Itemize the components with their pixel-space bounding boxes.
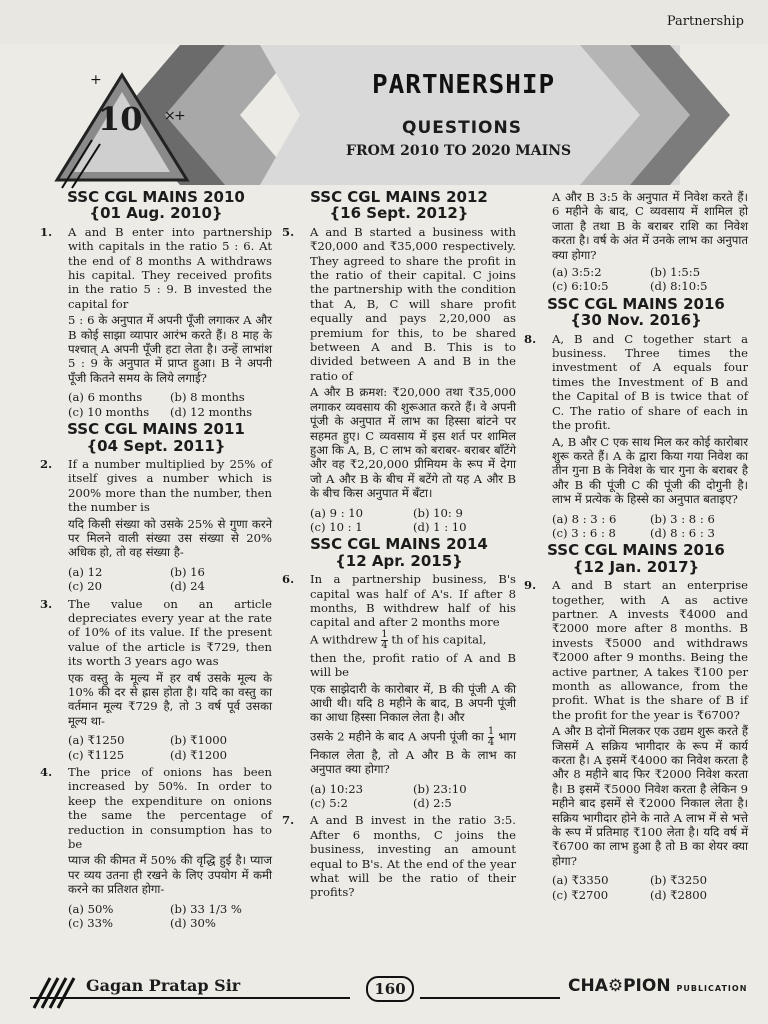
svg-text:×: ×: [164, 108, 176, 124]
question-text-fraction-line: A withdrew $\frac{1}{4}$ th of his capital,: [310, 628, 487, 651]
question-1: 1. A and B enter into partnership with capitals in the ratio 5 : 6. At the end of 8 months A withdraws his capital. They received profits in the ratio 5 : 9. B invested the capital for 5 : 6 के अनुपात में अपनी पूँजी लगाकर A और B कोई साझा व्यापार आरंभ करते हैं। 8 माह के पश्चात् A अपनी पूँजी हटा लेता है। उन्हें लाभांश 5 : 9 के अनुपात में प्राप्त हुआ। B ने अपनी पूँजी कितने समय के लिये लगाई?: [40, 224, 272, 385]
option: (b) ₹3250: [650, 873, 708, 888]
fraction: $\frac{1}{4}$: [381, 628, 388, 651]
question-text-hindi: उसके 2 महीने के बाद A अपनी पूंजी का $\frac{1}{4}$ भाग निकाल लेता है, तो A और B के लाभ का अनुपात क्या होगा?: [310, 725, 517, 777]
exam-heading: SSC CGL MAINS 2012: [310, 188, 488, 206]
question-9: 9. A and B start an enterprise together, with A as active partner. A invests ₹4000 and ₹2000 more after 8 months. B invests ₹5000 and withdraws ₹2000 after 9 months. Being the active partner, A takes ₹100 per month as allowance, from the profit. What is the share of B if the profit for the year is ₹6700? A और B दोनों मिलकर एक उद्यम शुरू करते हैं जिसमें A सक्रिय भागीदार के रूप में कार्य करता है। A इसमें ₹4000 का निवेश करता है और 8 महीने बाद फिर ₹2000 निवेश करता है। B इसमें ₹5000 निवेश करता है लेकिन 9 महीने बाद इसमें से ₹2000 निकाल लेता है। सक्रिय भागीदार होने के नाते A लाभ में से भत्ते के रूप में प्रतिमाह ₹100 लेता है। यदि वर्ष में ₹6700 का लाभ हुआ है तो B का शेयर क्या होगा?: [524, 578, 748, 868]
question-2: 2. If a number multiplied by 25% of itself gives a number which is 200% more than the number, then the number is यदि किसी संख्या को उसके 25% से गुणा करने पर मिलने वाली संख्या उस संख्या से 20% अधिक हो, तो वह संख्या है-: [40, 456, 272, 560]
question-text-hindi: एक साझेदारी के कारोबार में, B की पूंजी A की आधी थी। यदि 8 महीने के बाद, B अपनी पूंजी का आधा हिस्सा निकाल लेता है। और: [310, 681, 516, 725]
option: (c) 3 : 6 : 8: [552, 525, 616, 540]
option: (b) 10: 9: [413, 505, 463, 520]
option: (b) 1:5:5: [650, 265, 701, 280]
question-text-hindi: A, B और C एक साथ मिल कर कोई कारोबार शुरू करते हैं। A के द्वारा किया गया निवेश का तीन गुना B के निवेश के चार गुना के बराबर है और B की पूंजी C की पूंजी की दोगुनी है। लाभ में प्रत्येक के हिस्से का अनुपात बताइए?: [552, 434, 748, 507]
exam-heading: SSC CGL MAINS 2016: [547, 541, 725, 560]
question-text: A and B enter into partnership with capitals in the ratio 5 : 6. At the end of 8 months A withdraws his capital. They received profits in the ratio 5 : 9. B invested the capital for: [68, 224, 272, 311]
option: (d) ₹1200: [170, 747, 228, 762]
option: (d) 2:5: [413, 796, 452, 811]
fraction: $\frac{1}{4}$: [487, 725, 495, 748]
column-middle: [282, 190, 516, 900]
exam-heading: SSC CGL MAINS 2010: [67, 188, 245, 206]
chapter-number: 10: [98, 100, 143, 138]
option: (a) 50%: [68, 901, 114, 916]
subtitle-questions: QUESTIONS: [402, 118, 522, 138]
question-text: A and B invest in the ratio 3:5. After 6 months, C joins the business, investing an amount equal to B's. At the end of the year what will be the ratio of their profits?: [310, 813, 516, 900]
options: [68, 902, 272, 931]
question-8: 8. A, B and C together start a business. Three times the investment of A equals four times the Investment of B and the Capital of B is twice that of C. The ratio of share of each in the profit. A, B और C एक साथ मिल कर कोई कारोबार शुरू करते हैं। A के द्वारा किया गया निवेश का तीन गुना B के निवेश के चार गुना के बराबर है और B की पूंजी C की पूंजी की दोगुनी है। लाभ में प्रत्येक के हिस्से का अनुपात बताइए?: [524, 331, 748, 507]
option: (c) ₹2700: [552, 887, 609, 902]
question-text-hindi: A और B दोनों मिलकर एक उद्यम शुरू करते हैं जिसमें A सक्रिय भागीदार के रूप में कार्य करता है। A इसमें ₹4000 का निवेश करता है और 8 महीने बाद फिर ₹2000 निवेश करता है। B इसमें ₹5000 निवेश करता है लेकिन 9 महीने बाद इसमें से ₹2000 निकाल लेता है। सक्रिय भागीदार होने के नाते A लाभ में से भत्ते के रूप में प्रतिमाह ₹100 लेता है। यदि वर्ष में ₹6700 का लाभ हुआ है तो B का शेयर क्या होगा?: [552, 724, 748, 868]
column-left: [40, 190, 272, 934]
options: [552, 873, 748, 902]
question-text: A and B started a business with ₹20,000 and ₹35,000 respectively. They agreed to share the profit in the ratio of their capital. C joins the partnership with the condition that A, B, C will share profit equally and pays 2,20,000 as premium for this, to be shared between A and B. This is to divided between A and B in the ratio of: [310, 224, 516, 383]
option: (c) 10 months: [68, 404, 150, 419]
option: (d) 12 months: [170, 404, 253, 419]
option: (d) 24: [170, 579, 205, 594]
option: (a) ₹1250: [68, 733, 125, 748]
option: (c) 10 : 1: [310, 519, 363, 534]
options: [552, 512, 748, 541]
option: (b) 3 : 8 : 6: [650, 511, 715, 526]
question-text: If a number multiplied by 25% of itself gives a number which is 200% more than the number, then the number is: [68, 456, 272, 515]
exam-date: {16 Sept. 2012}: [329, 204, 469, 223]
option: (d) ₹2800: [650, 887, 708, 902]
column-right: [524, 190, 748, 905]
option: (b) 16: [170, 564, 205, 579]
option: (b) 23:10: [413, 781, 467, 796]
option: (b) 8 months: [170, 390, 245, 405]
options: [68, 565, 272, 594]
question-text: A and B start an enterprise together, with A as active partner. A invests ₹4000 and ₹2000 more after 8 months. B invests ₹5000 and withdraws ₹2000 after 9 months. Being the active partner, A takes ₹100 per month as allowance, from the profit. What is the share of B if the profit for the year is ₹6700?: [552, 578, 748, 722]
question-7: 7. A and B invest in the ratio 3:5. After 6 months, C joins the business, investing an amount equal to B's. At the end of the year what will be the ratio of their profits?: [282, 813, 516, 900]
options: [310, 506, 516, 535]
exam-date: {12 Apr. 2015}: [335, 551, 463, 570]
options: [552, 265, 748, 294]
option: (d) 8:10:5: [650, 279, 708, 294]
question-text: The price of onions has been increased by 50%. In order to keep the expenditure on onions the same the percentage of reduction in consumption has to be: [68, 765, 272, 852]
options: [310, 782, 516, 811]
options: [68, 733, 272, 762]
question-3: 3. The value on an article depreciates every year at the rate of 10% of its value. If the present value of the article is ₹729, then its worth 3 years ago was एक वस्तु के मूल्य में हर वर्ष उसके मूल्य के 10% की दर से ह्रास होता है। यदि का वस्तु का वर्तमान मूल्य ₹729 है, तो 3 वर्ष पूर्व उसका मूल्य था-: [40, 596, 272, 728]
question-text-hindi: प्याज की कीमत में 50% की वृद्धि हुई है। प्याज पर व्यय उतना ही रखने के लिए उपयोग में कमी करने का प्रतिशत होगा-: [68, 853, 272, 897]
option: (b) ₹1000: [170, 733, 228, 748]
exam-date: {01 Aug. 2010}: [89, 204, 223, 223]
exam-date: {04 Sept. 2011}: [86, 436, 226, 455]
option: (a) 8 : 3 : 6: [552, 511, 617, 526]
option: (c) 5:2: [310, 796, 348, 811]
option: (c) 33%: [68, 916, 113, 931]
question-text-hindi: A और B 3:5 के अनुपात में निवेश करते हैं। 6 महीने के बाद, C व्यवसाय में शामिल हो जाता है तथा B के बराबर राशि का निवेश करता है। वर्ष के अंत में उनके लाभ का अनुपात क्या होगा?: [552, 190, 748, 262]
question-6: 6. In a partnership business, B's capital was half of A's. If after 8 months, B withdrew half of his capital and after 2 months more A withdrew $\frac{1}{4}$ th of his capital, then the, profit ratio of A and B will be एक साझेदारी के कारोबार में, B की पूंजी A की आधी थी। यदि 8 महीने के बाद, B अपनी पूंजी का आधा हिस्सा निकाल लेता है। और उसके 2 महीने के बाद A अपनी पूंजी का $\frac{1}{4}$ भाग निकाल लेता है, तो A और B के लाभ का अनुपात क्या होगा?: [282, 572, 517, 777]
svg-text:+: +: [174, 108, 186, 124]
section-label: Partnership: [666, 14, 744, 29]
option: (c) ₹1125: [68, 747, 125, 762]
question-text-hindi: 5 : 6 के अनुपात में अपनी पूँजी लगाकर A और B कोई साझा व्यापार आरंभ करते हैं। 8 माह के पश्चात् A अपनी पूँजी हटा लेता है। उन्हें लाभांश 5 : 9 के अनुपात में प्राप्त हुआ। B ने अपनी पूँजी कितने समय के लिये लगाई?: [68, 313, 272, 385]
question-5: 5. A and B started a business with ₹20,000 and ₹35,000 respectively. They agreed to share the profit in the ratio of their capital. C joins the partnership with the condition that A, B, C will share profit equally and pays 2,20,000 as premium for this, to be shared between A and B. This is to divided between A and B in the ratio of A और B क्रमश: ₹20,000 तथा ₹35,000 लगाकर व्यवसाय की शुरूआत करते हैं। वे अपनी पूंजी के अनुपात में लाभ का हिस्सा बांटने पर सहमत हुए। C व्यवसाय में इस शर्त पर शामिल हुआ कि A, B, C लाभ को बराबर- बराबर बाँटेंगे और वह ₹2,20,000 प्रीमियम के रूप में देगा जो A और B के बीच में बटेंगे तो यह A और B के बीच किस अनुपात में बँटा।: [282, 224, 516, 501]
option: (a) 12: [68, 564, 103, 579]
question-text: In a partnership business, B's capital was half of A's. If after 8 months, B withdrew half of his capital and after 2 months more: [310, 572, 516, 630]
publisher-logo: CHA⚙PION PUBLICATION: [568, 976, 748, 996]
subtitle-range: FROM 2010 TO 2020 MAINS: [346, 143, 572, 159]
question-text-hindi: A और B क्रमश: ₹20,000 तथा ₹35,000 लगाकर व्यवसाय की शुरूआत करते हैं। वे अपनी पूंजी के अनुपात में लाभ का हिस्सा बांटने पर सहमत हुए। C व्यवसाय में इस शर्त पर शामिल हुआ कि A, B, C लाभ को बराबर- बराबर बाँटेंगे और वह ₹2,20,000 प्रीमियम के रूप में देगा जो A और B के बीच में बटेंगे तो यह A और B के बीच किस अनुपात में बँटा।: [310, 385, 516, 501]
exam-date: {30 Nov. 2016}: [570, 311, 702, 330]
option: (c) 6:10:5: [552, 279, 609, 294]
top-strip: [0, 0, 768, 44]
option: (b) 33 1/3 %: [170, 901, 242, 916]
option: (a) 9 : 10: [310, 505, 364, 520]
question-text: The value on an article depreciates every year at the rate of 10% of its value. If the present value of the article is ₹729, then its worth 3 years ago was: [68, 596, 272, 669]
option: (a) 10:23: [310, 781, 364, 796]
option: (d) 8 : 6 : 3: [650, 525, 715, 540]
option: (d) 1 : 10: [413, 519, 467, 534]
question-text-hindi: एक वस्तु के मूल्य में हर वर्ष उसके मूल्य के 10% की दर से ह्रास होता है। यदि का वस्तु का वर्तमान मूल्य ₹729 है, तो 3 वर्ष पूर्व उसका मूल्य था-: [68, 670, 272, 728]
question-4: 4. The price of onions has been increased by 50%. In order to keep the expenditure on onions the same the percentage of reduction in consumption has to be प्याज की कीमत में 50% की वृद्धि हुई है। प्याज पर व्यय उतना ही रखने के लिए उपयोग में कमी करने का प्रतिशत होगा-: [40, 765, 272, 897]
question-text-hindi: यदि किसी संख्या को उसके 25% से गुणा करने पर मिलने वाली संख्या उस संख्या से 20% अधिक हो, तो वह संख्या है-: [68, 516, 272, 560]
page-number: 160: [366, 976, 414, 1002]
option: (d) 30%: [170, 916, 216, 931]
option: (a) 3:5:2: [552, 265, 602, 280]
exam-heading: SSC CGL MAINS 2011: [67, 420, 245, 439]
exam-heading: SSC CGL MAINS 2016: [547, 294, 725, 313]
question-text: then the, profit ratio of A and B will be: [310, 650, 516, 680]
option: (c) 20: [68, 579, 102, 594]
svg-text:+: +: [90, 72, 102, 88]
exam-heading: SSC CGL MAINS 2014: [310, 535, 488, 554]
exam-date: {12 Jan. 2017}: [572, 557, 700, 576]
author-name: Gagan Pratap Sir: [86, 976, 241, 995]
question-text: A, B and C together start a business. Three times the investment of A equals four times the Investment of B and the Capital of B is twice that of C. The ratio of share of each in the profit.: [552, 331, 748, 433]
page-title: PARTNERSHIP: [372, 70, 556, 100]
options: [68, 390, 272, 419]
option: (a) ₹3350: [552, 873, 609, 888]
option: (a) 6 months: [68, 390, 143, 405]
